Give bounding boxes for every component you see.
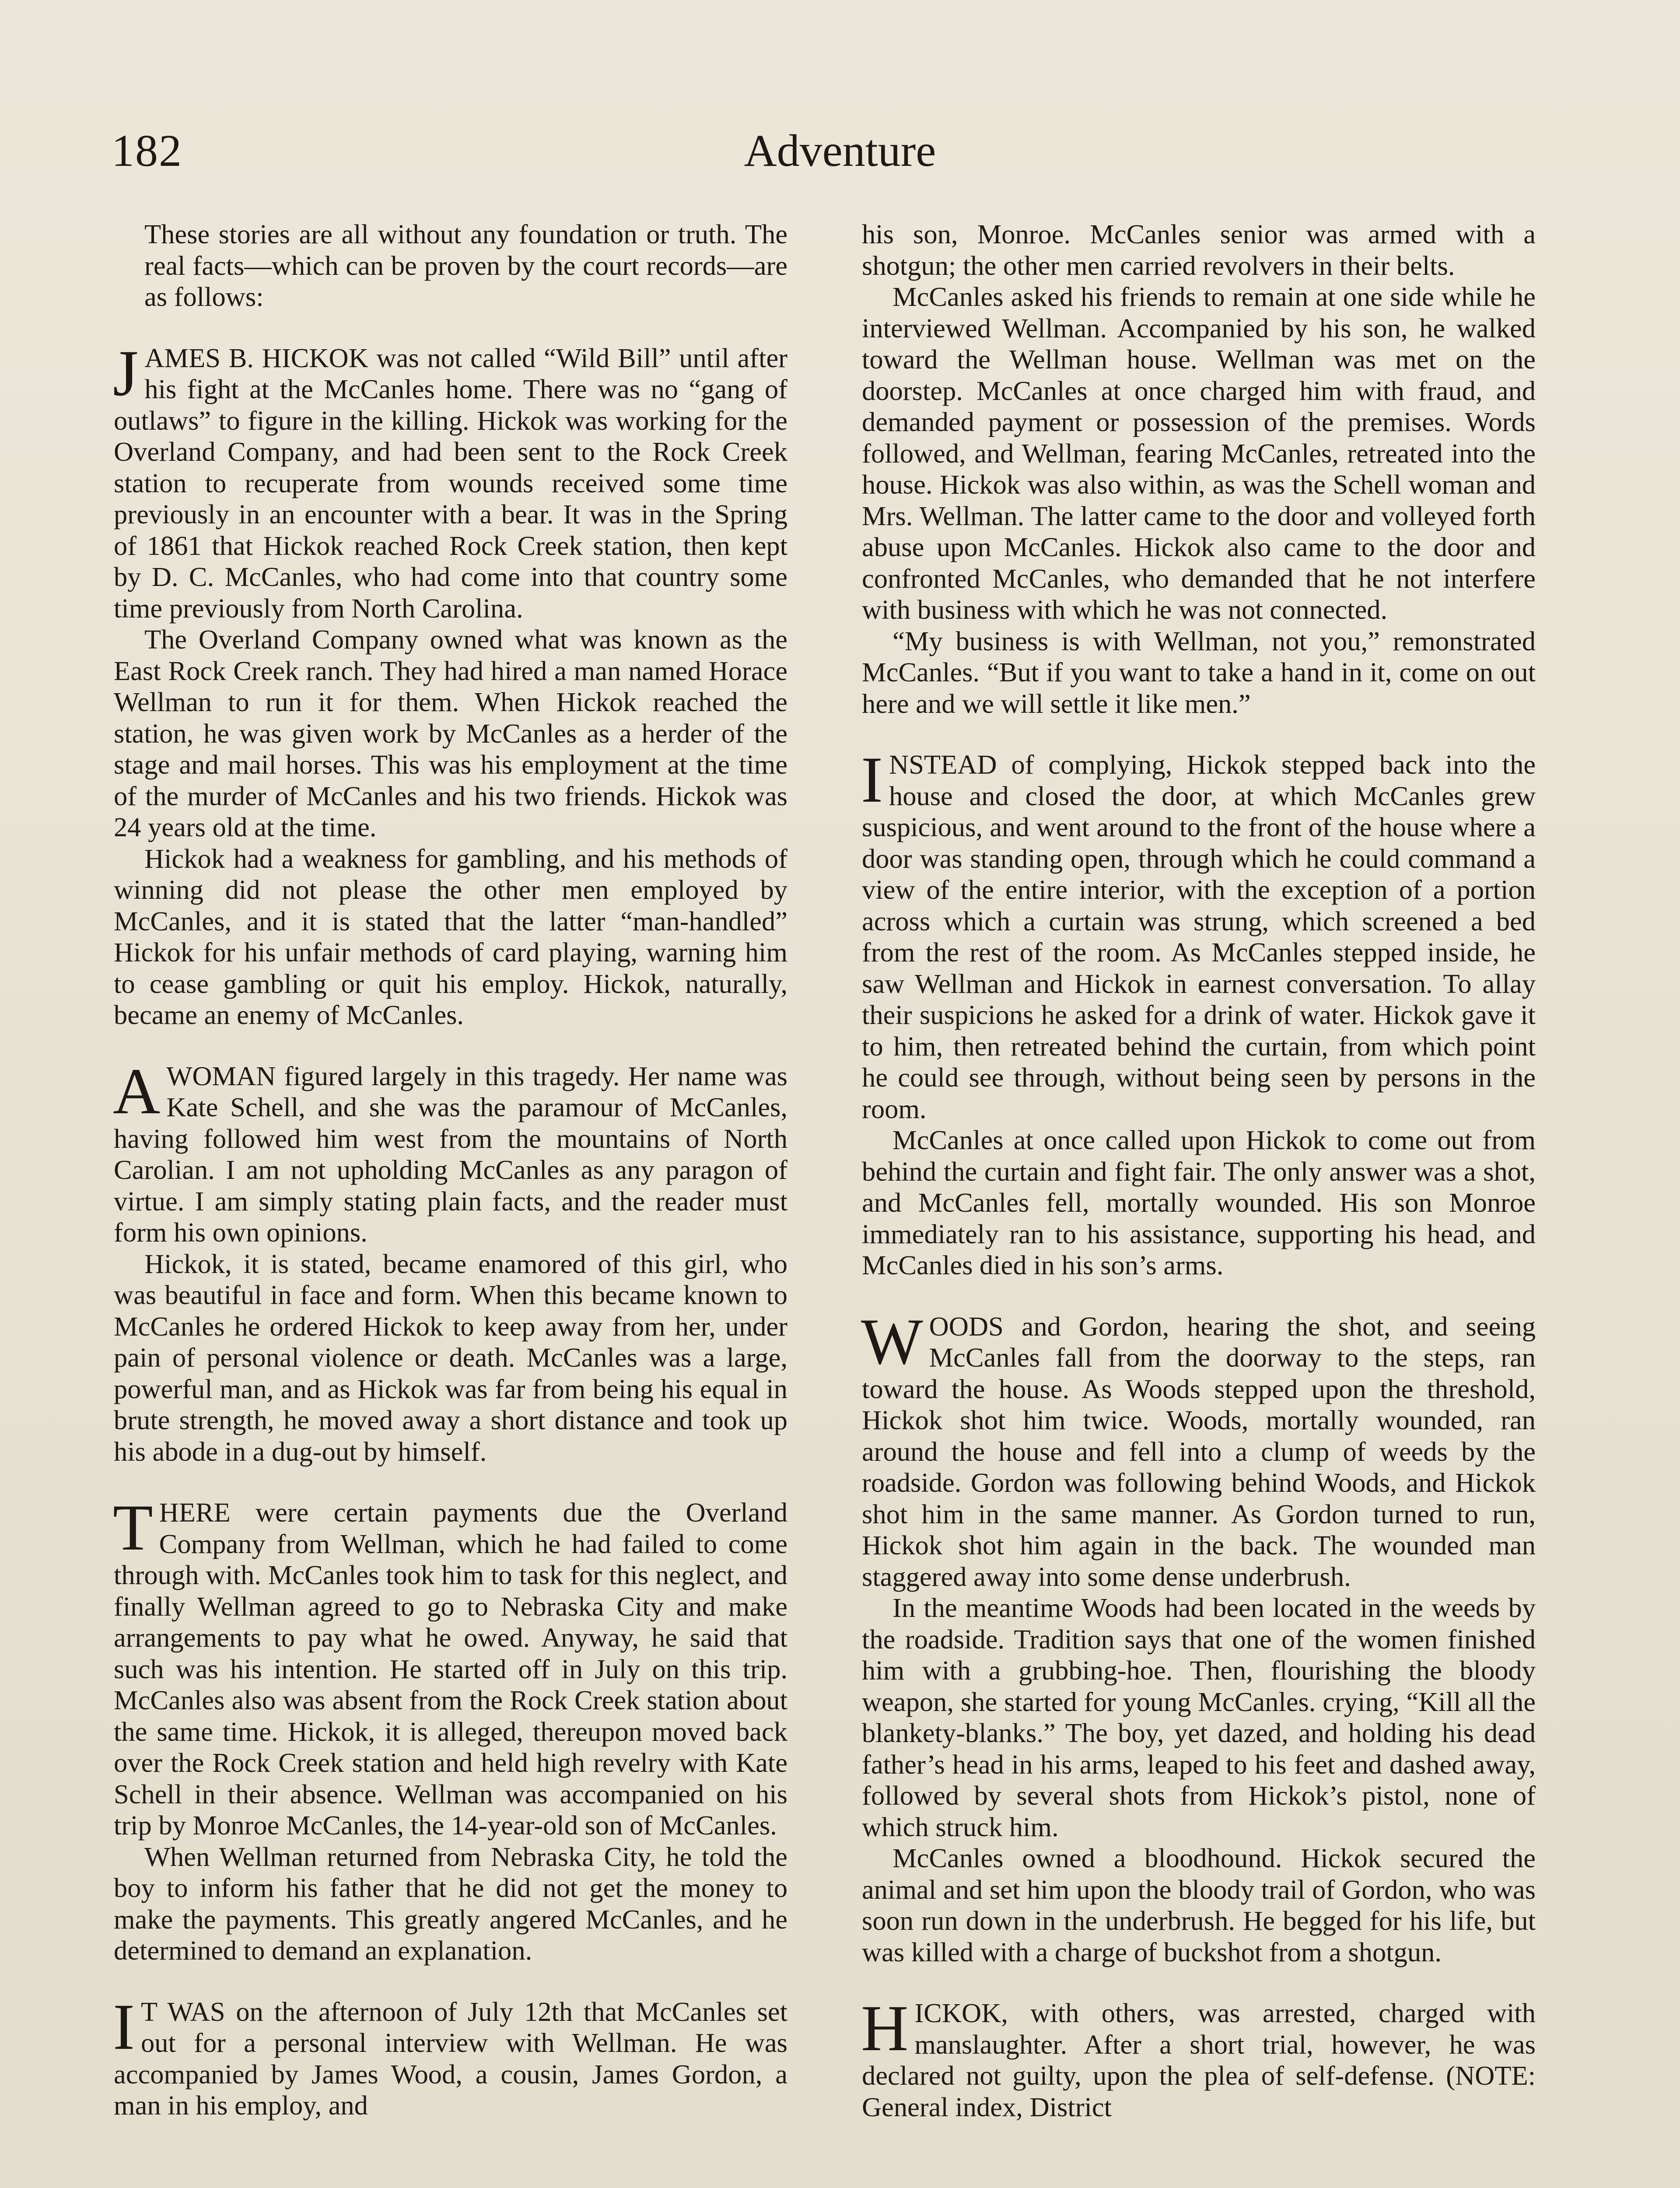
drop-cap: J [113,337,139,410]
paragraph [861,1992,1536,2123]
paragraph: When Wellman returned from Nebraska City, he told the boy to inform his father that he did not get the money to make the payments. This greatly angered McCanles, and he determined to demand an explanation. [114,1841,788,1966]
section-woman [113,1055,788,1468]
drop-cap: A [113,1055,161,1128]
paragraph: McCanles at once called upon Hickok to come out from behind the curtain and fight fair. The only answer was a shot, and McCanles fell, mortally wounded. His son Monroe immediately ran to his assistance, supporting his head, and McCanles died in his son’s arms. [862,1125,1536,1280]
paragraph [113,1491,788,1841]
paragraph: McCanles asked his friends to remain at one side while he interviewed Wellman. Accompanied by his son, he walked toward the Wellman house. Wellman was met on the doorstep. McCanles at once charged him with fraud, and demanded payment or possession of the premises. Words followed, and Wellman, fearing McCanles, retreated into the house. Hickok was also within, as was the Schell woman and Mrs. Wellman. The latter came to the door and volleyed forth abuse upon McCanles. Hickok also came to the door and confronted McCanles, who demanded that he not interfere with business with which he was not connected. [862,281,1536,625]
drop-cap: H [861,1992,909,2065]
section-instead [861,743,1536,1281]
paragraph [861,743,1536,1125]
page-header [0,120,1680,186]
paragraph-text: HERE were certain payments due the Overland Company from Wellman, which he had failed to come through with. McCanles took him to task for this neglect, and finally Wellman agreed to go to Nebraska City and make arrangements to pay what he owed. Anyway, he said that such was his intention. He started off in July on this trip. McCanles also was absent from the Rock Creek station about the same time. Hickok, it is alleged, thereupon moved back over the Rock Creek station and held high revelry with Kate Schell in their absence. Wellman was accompanied on his trip by Monroe McCanles, the 14-year-old son of McCanles. [114,1497,788,1841]
paragraph-text: AMES B. HICKOK was not called “Wild Bill” until after his fight at the McCanles home. There was no “gang of outlaws” to figure in the killing. Hickok was working for the Overland Company, and had been sent to the Rock Creek station to recuperate from wounds received some time previously in an encounter with a bear. It was in the Spring of 1861 that Hickok reached Rock Creek station, then kept by D. C. McCanles, who had come into that country some time previously from North Carolina. [114,342,788,624]
paragraph [861,1305,1536,1593]
section-payments [113,1491,788,1967]
drop-cap: I [113,1990,135,2063]
running-title: Adventure [744,126,936,176]
paragraph: McCanles owned a bloodhound. Hickok secured the animal and set him upon the bloody trail of Gordon, who was soon run down in the underbrush. He begged for his life, but was killed with a charge of buckshot from a shotgun. [862,1843,1536,1967]
page-number: 182 [112,126,182,176]
paragraph-text: T WAS on the afternoon of July 12th that McCanles set out for a personal interview with Wellman. He was accompanied by James Wood, a cousin, James Gordon, a man in his employ, and [114,1996,788,2121]
section-july-12th [113,1990,788,2121]
paragraph-text: NSTEAD of complying, Hickok stepped back into the house and closed the door, at which McCanles grew suspicious, and went around to the front of the house where a door was standing open, through which he could command a view of the entire interior, with the exception of a portion across which a curtain was strung, which screened a bed from the rest of the room. As McCanles stepped inside, he saw Wellman and Hickok in earnest conversation. To allay their suspicions he asked for a drink of water. Hickok gave it to him, then retreated behind the curtain, from which point he could see through, without being seen by persons in the room. [862,749,1536,1124]
paragraph: Hickok, it is stated, became enamored of this girl, who was beautiful in face and form. When this became known to McCanles he ordered Hickok to keep away from her, under pain of personal violence or death. McCanles was a large, powerful man, and as Hickok was far from being his equal in brute strength, he moved away a short distance and took up his abode in a dug-out by himself. [114,1248,788,1467]
paragraph [113,1055,788,1248]
paragraph [113,337,788,624]
continued-paragraph: his son, Monroe. McCanles senior was armed with a shotgun; the other men carried revolvers in their belts. [862,219,1536,281]
paragraph-text: ICKOK, with others, was arrested, charged with manslaughter. After a short trial, however, he was declared not guilty, upon the plea of self-defense. (NOTE: General index, District [862,1998,1536,2122]
section-woods-gordon [861,1305,1536,1968]
left-column [114,219,788,2121]
section-confrontation [862,281,1536,719]
section-arrest [861,1992,1536,2123]
paragraph [113,1990,788,2121]
paragraph: “My business is with Wellman, not you,” remonstrated McCanles. “But if you want to take a hand in it, come on out here and we will settle it like men.” [862,625,1536,719]
drop-cap: T [113,1491,153,1564]
section-hickok [113,337,788,1031]
paragraph: Hickok had a weakness for gambling, and his methods of winning did not please the other men employed by McCanles, and it is stated that the latter “man-handled” Hickok for his unfair methods of card playing, warning him to cease gambling or quit his employ. Hickok, naturally, became an enemy of McCanles. [114,843,788,1030]
paragraph: In the meantime Woods had been located in the weeds by the roadside. Tradition says that one of the women finished him with a grubbing-hoe. Then, flourishing the bloody weapon, she started for young McCanles. crying, “Kill all the blankety-blanks.” The boy, yet dazed, and holding his dead father’s head in his arms, leaped to his feet and dashed away, followed by several shots from Hickok’s pistol, none of which struck him. [862,1592,1536,1842]
paragraph-text: WOMAN figured largely in this tragedy. Her name was Kate Schell, and she was the paramour of McCanles, having followed him west from the mountains of North Carolian. I am not upholding McCanles as any paragon of virtue. I am simply stating plain facts, and the reader must form his own opinions. [114,1060,788,1248]
paragraph: The Overland Company owned what was known as the East Rock Creek ranch. They had hired a man named Horace Wellman to run it for them. When Hickok reached the station, he was given work by McCanles as a herder of the stage and mail horses. This was his employment at the time of the murder of McCanles and his two friends. Hickok was 24 years old at the time. [114,624,788,842]
right-column [862,219,1536,2123]
drop-cap: W [861,1305,923,1378]
drop-cap: I [861,743,883,816]
paragraph-text: OODS and Gordon, hearing the shot, and seeing McCanles fall from the doorway to the steps, ran toward the house. As Woods stepped upon the threshold, Hickok shot him twice. Woods, mortally wounded, ran around the house and fell into a clump of weeds by the roadside. Gordon was following behind Woods, and Hickok shot him in the same manner. As Gordon turned to run, Hickok shot him again in the back. The wounded man staggered away into some dense underbrush. [862,1311,1536,1592]
intro-paragraph: These stories are all without any foundation or truth. The real facts—which can be proven by the court records—are as follows: [144,219,788,312]
